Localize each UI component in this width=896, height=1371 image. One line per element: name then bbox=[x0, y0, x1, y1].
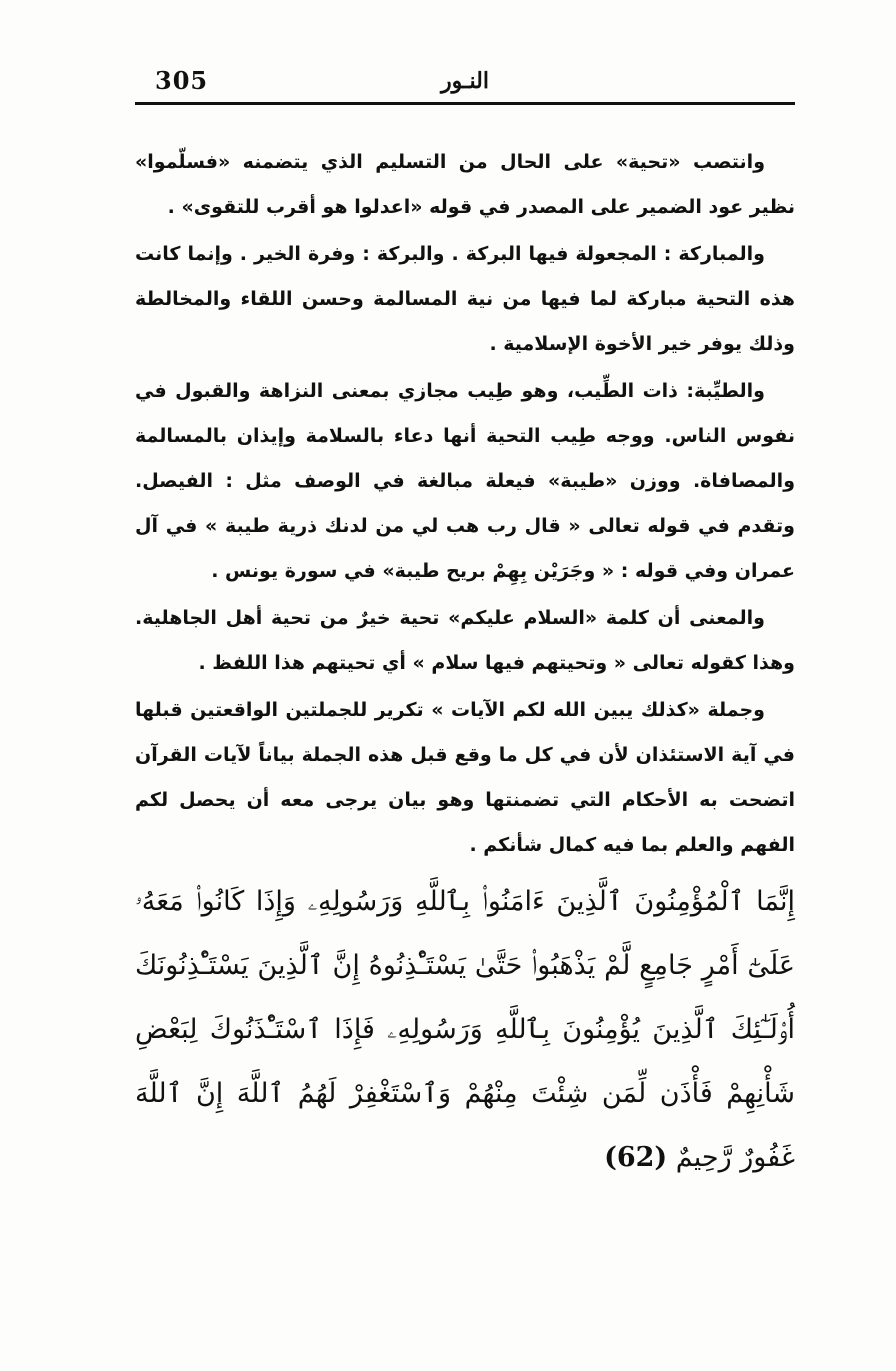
paragraph-2: والمباركة : المجعولة فيها البركة . والبركة : وفرة الخير . وإنما كانت هذه التحية مباركة لما فيها من نية المسالمة وحسن اللقاء والمخالطة وذلك يوفر خير الأخوة الإسلامية . bbox=[135, 243, 795, 355]
verse-text: إِنَّمَا ٱلْمُؤْمِنُونَ ٱلَّذِينَ ءَامَنُوا۟ بِٱللَّهِ وَرَسُولِهِۦ وَإِذَا كَانُوا۟ مَعَهُۥ عَلَىٰٓ أَمْرٍ جَامِعٍ لَّمْ يَذْهَبُوا۟ حَتَّىٰ يَسْتَـْٔذِنُوهُ إِنَّ ٱلَّذِينَ يَسْتَـْٔذِنُونَكَ أُو۟لَـٰٓئِكَ ٱلَّذِينَ يُؤْمِنُونَ بِٱللَّهِ وَرَسُولِهِۦ فَإِذَا ٱسْتَـْٔذَنُوكَ لِبَعْضِ شَأْنِهِمْ فَأْذَن لِّمَن شِئْتَ مِنْهُمْ وَٱسْتَغْفِرْ لَهُمُ ٱللَّهَ إِنَّ ٱللَّهَ غَفُورٌ رَّحِيمٌ bbox=[135, 886, 795, 1173]
running-title: النـور bbox=[441, 68, 489, 94]
page-number: 305 bbox=[155, 66, 209, 95]
commentary-text bbox=[135, 140, 795, 868]
paragraph-3: والطيِّبة: ذات الطِّيب، وهو طِيب مجازي بمعنى النزاهة والقبول في نفوس الناس. ووجه طِيب التحية أنها دعاء بالسلامة وإيذان بالمسالمة والمصافاة. ووزن «طيبة» فيعلة مبالغة في الوصف مثل : الفيصل. وتقدم في قوله تعالى « قال رب هب لي من لدنك ذرية طيبة » في آل عمران وفي قوله : « وجَرَيْن بِهِمْ بريح طيبة» في سورة يونس . bbox=[135, 380, 795, 582]
paragraph-4: والمعنى أن كلمة «السلام عليكم» تحية خيرٌ من تحية أهل الجاهلية. وهذا كقوله تعالى « وتحيتهم فيها سلام » أي تحيتهم هذا اللفظ . bbox=[135, 607, 795, 674]
paragraph-5: وجملة «كذلك يبين الله لكم الآيات » تكرير للجملتين الواقعتين قبلها في آية الاستئذان لأن في كل ما وقع قبل هذه الجملة بياناً لآيات القرآن اتضحت به الأحكام التي تضمنتها وهو بيان يرجى معه أن يحصل لكم الفهم والعلم بما فيه كمال شأنكم . bbox=[135, 699, 795, 856]
header-rule bbox=[135, 102, 795, 105]
verse-number: (62) bbox=[604, 1142, 668, 1173]
page-header bbox=[135, 58, 795, 104]
quran-verse bbox=[135, 870, 795, 1190]
paragraph-1: وانتصب «تحية» على الحال من التسليم الذي يتضمنه «فسلّموا» نظير عود الضمير على المصدر في قوله «اعدلوا هو أقرب للتقوى» . bbox=[135, 151, 795, 218]
